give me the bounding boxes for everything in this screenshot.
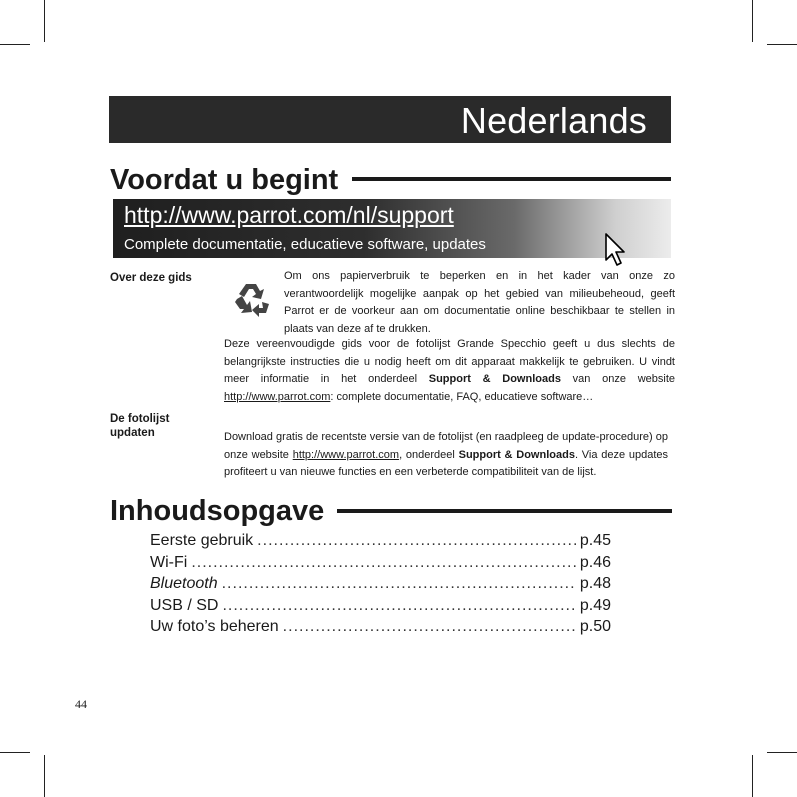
cursor-arrow-icon [604,232,628,268]
toc-item-page: p.48 [579,575,611,592]
toc-item-bluetooth[interactable] [150,575,611,597]
toc-item-label: Bluetooth [150,575,218,592]
update-support-strong: Support & Downloads [458,448,575,461]
toc-item-wifi[interactable] [150,554,611,576]
toc-item-page: p.49 [579,596,611,614]
update-text-mid: , onderdeel [399,448,455,461]
update-text [224,429,668,482]
toc-title: Inhoudsopgave [110,495,325,527]
toc-item-eerste-gebruik[interactable] [150,532,611,554]
page-number: 44 [75,697,87,711]
about-guide-intro [284,268,675,338]
toc-item-label: USB / SD [150,596,219,614]
toc-item-usb-sd[interactable] [150,597,611,619]
toc-item-page: p.50 [579,618,611,635]
toc-leader-dots [191,554,576,572]
toc-item-label: Eerste gebruik [150,532,254,549]
toc-item-fotos-beheren[interactable] [150,618,611,640]
toc-item-page: p.45 [579,532,611,549]
crop-mark-bl-h [0,752,30,753]
language-title: Nederlands [460,100,647,141]
toc-item-label: Uw foto’s beheren [150,618,279,635]
section-title-before: Voordat u begint [110,164,339,196]
about-guide-body-text: Deze vereenvoudigde gids voor de fotolijst Grande Specchio geeft u dus slechts de belangrijkste instructies die u nodig heeft om dit apparaat makkelijk te gebruiken. U vindt meer informatie in het onderdeel [224,338,675,385]
title-rule-before [352,177,671,181]
toc-leader-dots [222,575,576,593]
crop-mark-tr-h [767,44,797,45]
toc-leader-dots [222,597,575,615]
support-downloads-strong: Support & Downloads [428,373,561,385]
toc-leader-dots [257,532,576,550]
crop-mark-br-v [752,755,753,797]
crop-mark-tr-v [752,0,753,42]
crop-mark-br-h [767,752,797,753]
title-rule-toc [337,509,672,513]
support-banner-subtitle: Complete documentatie, educatieve software, updates [124,236,486,253]
about-guide-body-end: : complete documentatie, FAQ, educatieve software… [330,390,594,403]
update-website-link[interactable]: http://www.parrot.com [292,448,400,461]
crop-mark-tl-h [0,44,30,45]
about-guide-intro-text: Om ons papierverbruik te beperken en in het kader van onze zo verantwoordelijk mogelijke aanpak op het gebied van milieubeheoud, geeft Parrot er de voorkeur aan om documentatie online beschikbaar te stellen in plaats van deze af te drukken. [284,270,675,335]
about-guide-label: Over deze gids [110,272,192,284]
update-text-end: . Via deze updates profiteert u van nieuwe functies en een verbeterde compatibiliteit van de lijst. [224,448,669,478]
about-guide-body-mid: van onze website [572,373,675,385]
support-banner [113,199,671,258]
toc-item-page: p.46 [579,553,611,571]
parrot-website-link[interactable]: http://www.parrot.com [224,390,331,403]
update-label: De fotolijst updaten [110,413,170,439]
update-text-start: Download gratis de recentste versie van de fotolijst (en raadpleeg de update-procedure) op onze website [224,431,668,461]
toc-item-label: Wi-Fi [150,553,188,571]
crop-mark-tl-v [44,0,45,42]
recycle-icon [232,280,272,320]
toc-leader-dots [283,618,576,636]
about-guide-body [224,336,675,406]
language-banner [109,96,671,143]
support-url-link[interactable]: http://www.parrot.com/nl/support [124,202,454,228]
crop-mark-bl-v [44,755,45,797]
toc-list [150,532,611,640]
